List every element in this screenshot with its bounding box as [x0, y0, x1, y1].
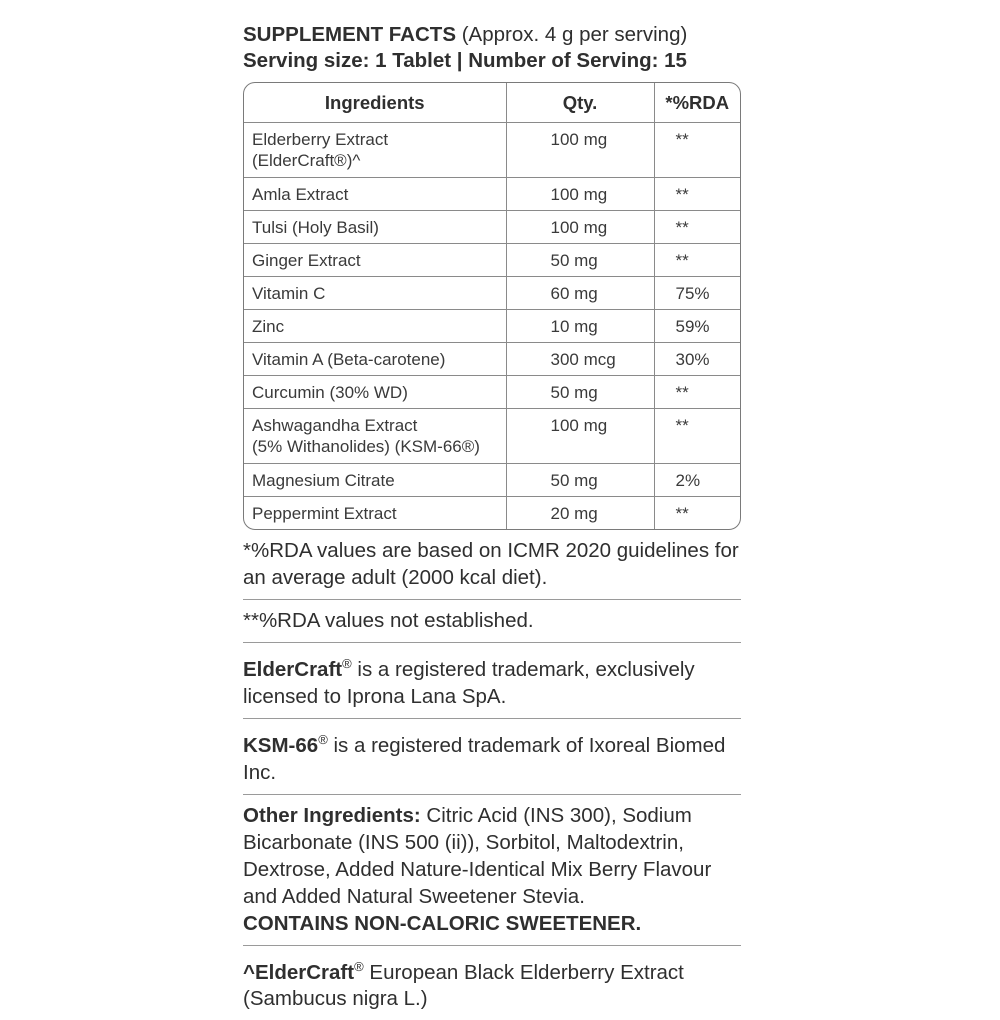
ingredient-rda: **: [654, 211, 740, 244]
table-row: [244, 343, 740, 376]
table-row: [244, 310, 740, 343]
ingredient-qty: 20 mg: [506, 497, 654, 530]
ingredient-qty: 50 mg: [506, 244, 654, 277]
table-row: [244, 244, 740, 277]
ksm-trademark-text: is a registered trademark of Ixoreal Biomed Inc.: [243, 733, 726, 784]
ingredient-name: Ginger Extract: [244, 244, 506, 277]
ingredient-name: Tulsi (Holy Basil): [244, 211, 506, 244]
eldercraft-description-text: European Black Elderberry Extract (Sambucus nigra L.): [243, 960, 684, 1011]
eldercraft-trademark-note: [243, 643, 741, 719]
ingredient-rda: 75%: [654, 277, 740, 310]
table-row: [244, 409, 740, 464]
facts-table-body: [244, 123, 740, 530]
non-caloric-warning: CONTAINS NON-CALORIC SWEETENER.: [243, 911, 642, 935]
facts-table-frame: [243, 82, 741, 530]
rda-not-established-note: **%RDA values not established.: [243, 600, 741, 643]
facts-table: [244, 83, 740, 529]
registered-mark: ®: [354, 958, 364, 974]
ksm-brand: KSM-66: [243, 733, 319, 757]
table-row: [244, 277, 740, 310]
col-header-ingredients: Ingredients: [244, 83, 506, 123]
ingredient-qty: 60 mg: [506, 277, 654, 310]
table-row: [244, 497, 740, 530]
ingredient-rda: **: [654, 178, 740, 211]
ingredient-qty: 50 mg: [506, 376, 654, 409]
other-ingredients-label: Other Ingredients:: [243, 803, 421, 827]
rda-basis-note: *%RDA values are based on ICMR 2020 guidelines for an average adult (2000 kcal diet).: [243, 530, 741, 600]
col-header-qty: Qty.: [506, 83, 654, 123]
ingredient-name: Vitamin A (Beta-carotene): [244, 343, 506, 376]
ingredient-rda: **: [675, 504, 689, 523]
ingredient-qty: 100 mg: [506, 123, 654, 178]
ingredient-name: Elderberry Extract (ElderCraft®)^: [244, 123, 506, 178]
facts-title: SUPPLEMENT FACTS: [243, 23, 456, 46]
ingredient-rda: **: [654, 244, 740, 277]
ingredient-rda: **: [654, 409, 740, 464]
ingredient-rda: **: [654, 123, 740, 178]
ingredient-name: Magnesium Citrate: [244, 464, 506, 497]
ingredient-qty: 100 mg: [506, 211, 654, 244]
ksm-trademark-note: [243, 719, 741, 795]
ingredient-name: Vitamin C: [244, 277, 506, 310]
ingredient-name-line2: (ElderCraft®)^: [252, 151, 361, 170]
ingredient-qty: 10 mg: [506, 310, 654, 343]
table-row: [244, 211, 740, 244]
ingredient-qty: 100 mg: [506, 409, 654, 464]
table-row: [244, 178, 740, 211]
ingredient-rda: 59%: [654, 310, 740, 343]
eldercraft-description-brand: ^ElderCraft: [243, 960, 355, 984]
table-row: [244, 376, 740, 409]
ingredient-name-line2: (5% Withanolides) (KSM-66®): [252, 437, 480, 456]
ingredient-name: Peppermint Extract: [244, 497, 506, 530]
supplement-facts-panel: [243, 22, 741, 1020]
table-header-row: [244, 83, 740, 123]
other-ingredients-text: Citric Acid (INS 300), Sodium Bicarbonate (INS 500 (ii)), Sorbitol, Maltodextrin, Dextrose, Added Nature-Identical Mix Berry Flavour and Added Natural Sweetener Stevia.: [243, 803, 712, 908]
ingredient-qty: 300 mcg: [506, 343, 654, 376]
ingredient-rda: 2%: [654, 464, 740, 497]
ingredient-rda: 30%: [654, 343, 740, 376]
facts-title-line: [243, 22, 741, 48]
ingredient-name: Amla Extract: [244, 178, 506, 211]
registered-mark: ®: [318, 731, 328, 747]
eldercraft-description-note: [243, 946, 741, 1020]
ingredient-qty: 100 mg: [506, 178, 654, 211]
ingredient-name: Curcumin (30% WD): [244, 376, 506, 409]
eldercraft-brand: ElderCraft: [243, 657, 343, 681]
ingredient-rda: **: [654, 376, 740, 409]
other-ingredients-note: [243, 795, 741, 946]
serving-info: Serving size: 1 Tablet | Number of Serving: 15: [243, 49, 687, 72]
col-header-rda: *%RDA: [654, 83, 740, 123]
ingredient-name: Zinc: [244, 310, 506, 343]
facts-title-note: (Approx. 4 g per serving): [461, 23, 688, 46]
eldercraft-trademark-text: is a registered trademark, exclusively licensed to Iprona Lana SpA.: [243, 657, 695, 708]
registered-mark: ®: [342, 656, 352, 671]
table-row: [244, 464, 740, 497]
ingredient-qty: 50 mg: [506, 464, 654, 497]
table-row: [244, 123, 740, 178]
ingredient-name: Ashwagandha Extract (5% Withanolides) (KSM-66®): [244, 409, 506, 464]
footnotes: [243, 530, 741, 1020]
